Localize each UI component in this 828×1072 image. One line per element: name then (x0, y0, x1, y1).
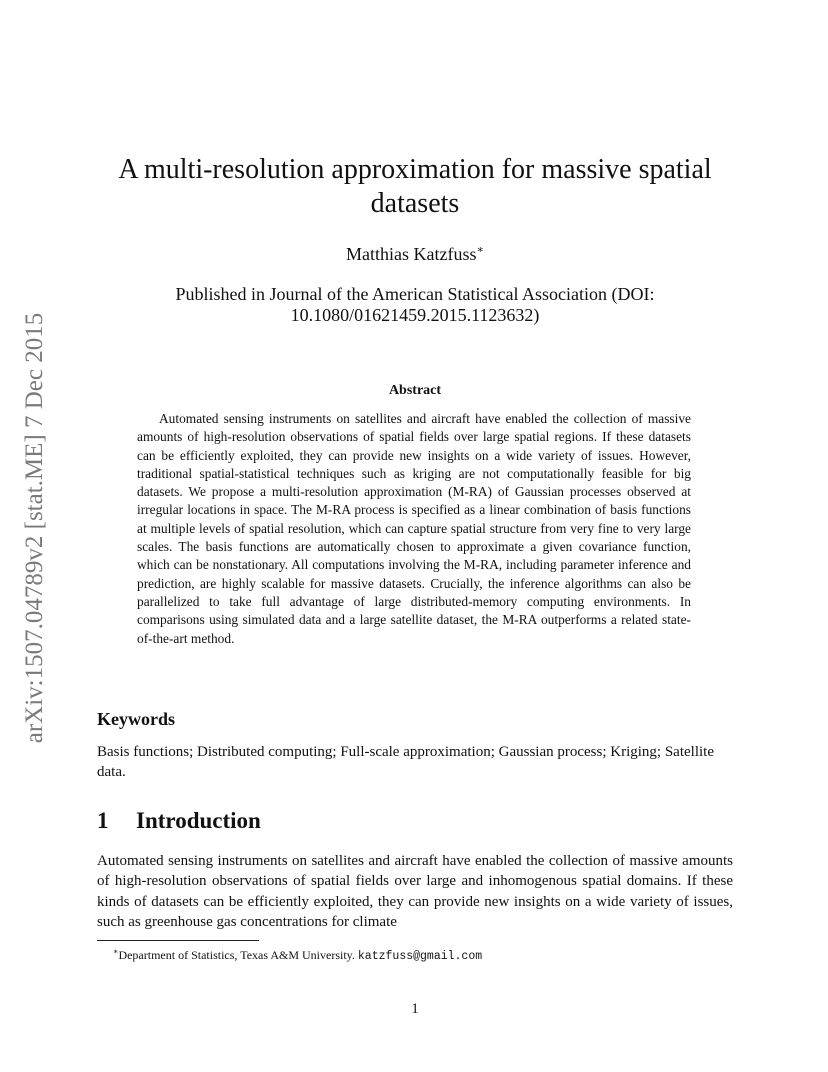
author-name: Matthias Katzfuss (346, 244, 477, 264)
author-line (100, 243, 730, 265)
section-number: 1 (97, 808, 109, 833)
publication-note: Published in Journal of the American Statistical Association (DOI: 10.1080/01621459.2015.1123632) (175, 284, 655, 325)
abstract-heading: Abstract (388, 383, 442, 398)
footnote-affiliation: Department of Statistics, Texas A&M University. (118, 948, 355, 962)
footnote-divider (97, 940, 259, 941)
arxiv-identifier-stamp (14, 285, 56, 770)
section-heading-introduction (97, 808, 261, 834)
author-footnote-mark: ∗ (476, 244, 484, 256)
paper-title: A multi-resolution approximation for massive spatial datasets (118, 154, 712, 219)
introduction-paragraph: Automated sensing instruments on satellites and aircraft have enabled the collection of massive amounts of high-resolution observations of spatial fields over large and inhomogenous spatial domains. If these kinds of datasets can be efficiently exploited, they can provide new insights on a wide variety of issues, such as greenhouse gas concentrations for climate (97, 853, 733, 930)
footnote-mark: ∗ (113, 947, 119, 956)
keywords-heading: Keywords (97, 709, 175, 729)
footnote-email: katzfuss@gmail.com (357, 950, 483, 963)
arxiv-identifier-text: arXiv:1507.04789v2 [stat.ME] 7 Dec 2015 (21, 312, 49, 743)
footnote (113, 944, 482, 964)
keywords-list: Basis functions; Distributed computing; Full-scale approximation; Gaussian process; Kriging; Satellite data. (97, 744, 714, 780)
section-title: Introduction (136, 808, 261, 833)
abstract-body: Automated sensing instruments on satellites and aircraft have enabled the collection of massive amounts of high-resolution observations of spatial fields over large spatial regions. If these datasets can be efficiently exploited, they can provide new insights on a wide variety of issues. However, traditional spatial-statistical techniques such as kriging are not computationally feasible for big datasets. We propose a multi-resolution approximation (M-RA) of Gaussian processes observed at irregular locations in space. The M-RA process is specified as a linear combination of basis functions at multiple levels of spatial resolution, which can capture spatial structure from very fine to very large scales. The basis functions are automatically chosen to approximate a given covariance function, which can be nonstationary. All computations involving the M-RA, including parameter inference and prediction, are highly scalable for massive datasets. Crucially, the inference algorithms can also be parallelized to take full advantage of large distributed-memory computing environments. In comparisons using simulated data and a large satellite dataset, the M-RA outperforms a related state-of-the-art method. (137, 411, 691, 646)
page-number: 1 (411, 1001, 419, 1017)
